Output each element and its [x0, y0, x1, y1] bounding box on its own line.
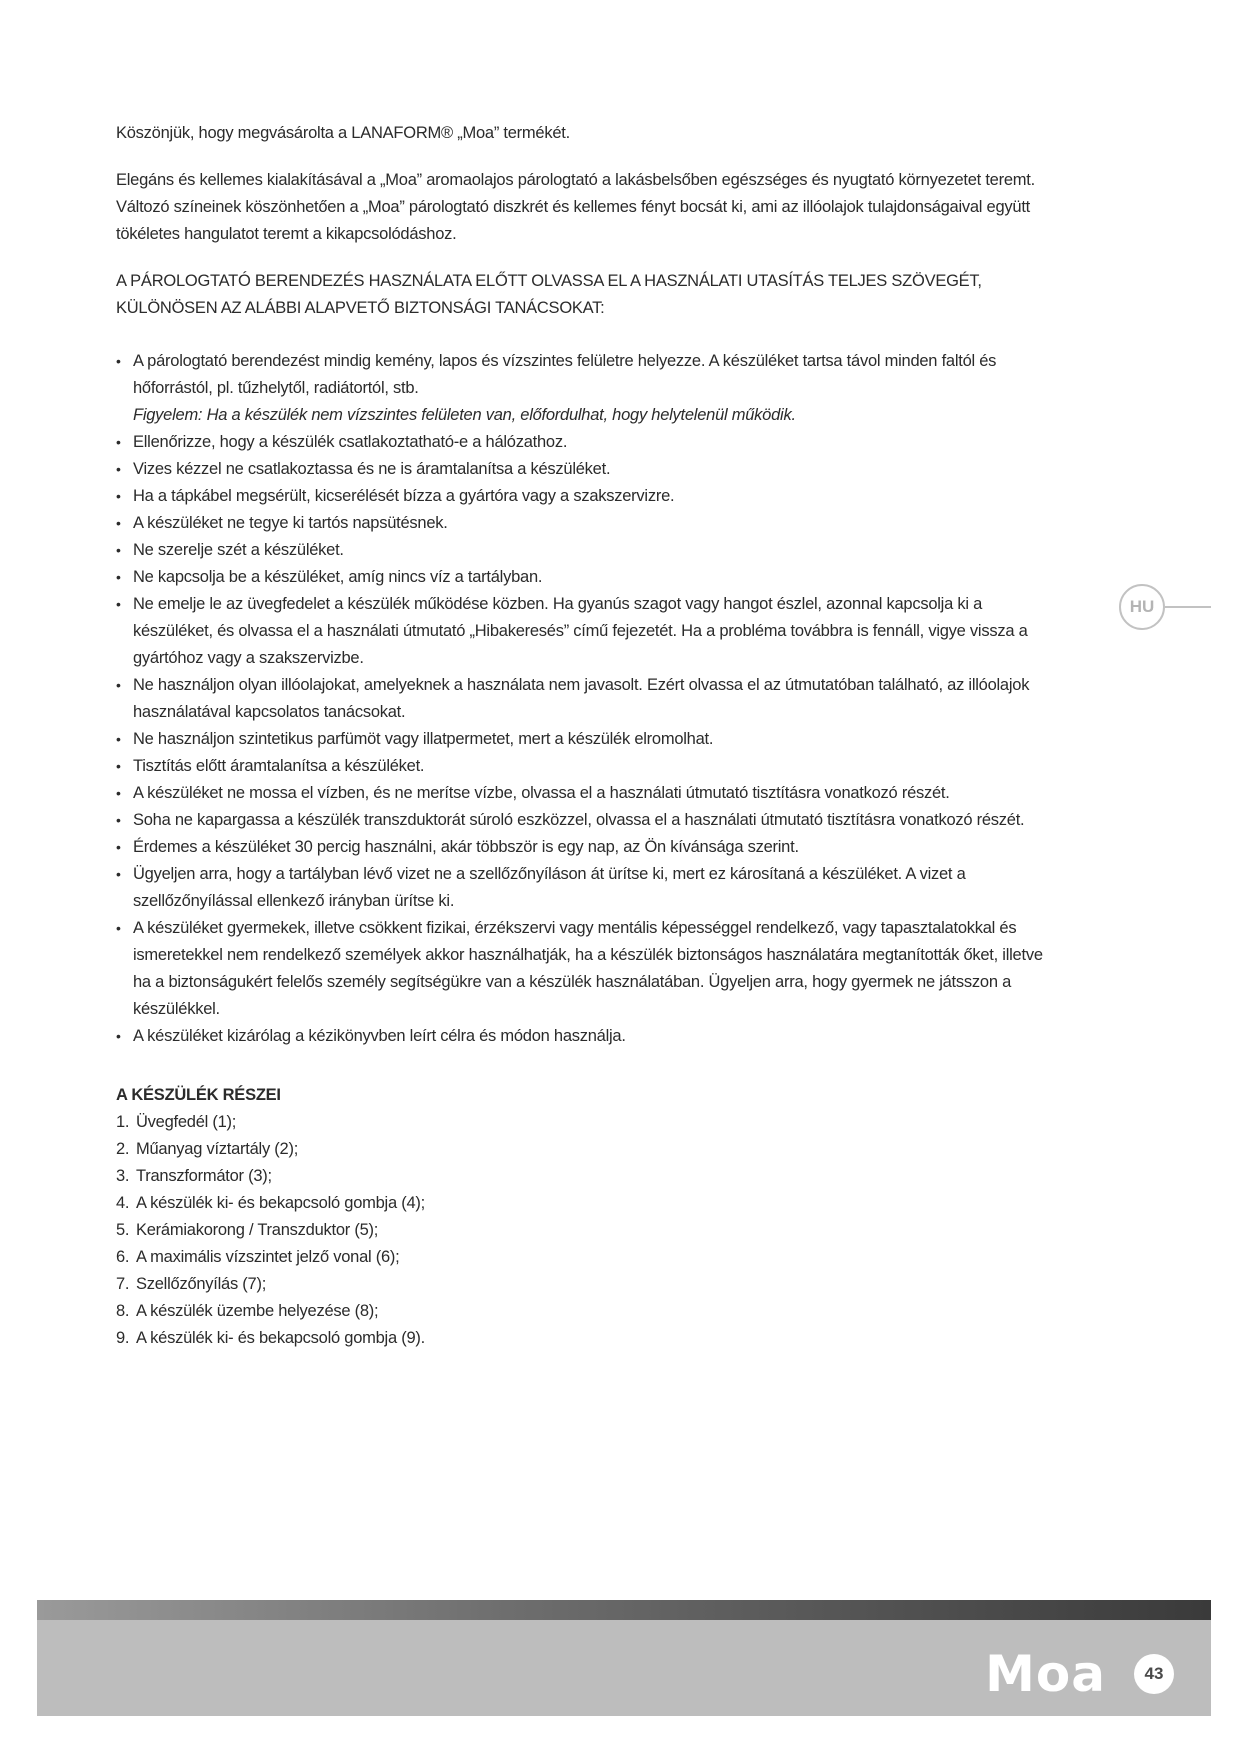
- safety-item: • Ne emelje le az üvegfedelet a készülék működése közben. Ha gyanús szagot vagy hangot észlel, azonnal kapcsolja ki a készüléket, és olvassa el a használati útmutató „Hibakeresés” című fejezetét. Ha a probléma továbbra is fennáll, vigye vissza a gyártóhoz vagy a szakszervizbe.: [116, 591, 1061, 672]
- footer-gradient-bar: [37, 1600, 1211, 1620]
- part-item: 5. Kerámiakorong / Transzduktor (5);: [116, 1221, 379, 1239]
- safety-item: • A készüléket ne mossa el vízben, és ne merítse vízbe, olvassa el a használati útmutató tisztításra vonatkozó részét.: [116, 780, 1061, 807]
- part-item: 2. Műanyag víztartály (2);: [116, 1140, 299, 1158]
- safety-item: • Ne használjon szintetikus parfümöt vagy illatpermetet, mert a készülék elromolhat.: [116, 726, 1061, 753]
- safety-item: • Érdemes a készüléket 30 percig használni, akár többször is egy nap, az Ön kívánsága szerint.: [116, 834, 1061, 861]
- part-item: 7. Szellőzőnyílás (7);: [116, 1275, 267, 1293]
- page-number: 43: [1134, 1654, 1174, 1694]
- safety-item: • A párologtató berendezést mindig kemény, lapos és vízszintes felületre helyezze. A készüléket tartsa távol minden faltól és hőforrástól, pl. tűzhelytől, radiátortól, stb. Figyelem: Ha a készülék nem vízszintes felületen van, előfordulhat, hogy helytelenül működik.: [116, 348, 1061, 429]
- safety-note: Figyelem: Ha a készülék nem vízszintes felületen van, előfordulhat, hogy helytelenül működik.: [133, 406, 796, 424]
- part-item: 8. A készülék üzembe helyezése (8);: [116, 1302, 379, 1320]
- footer-band: [37, 1620, 1211, 1716]
- brand-logo: Moa: [985, 1645, 1106, 1703]
- product-description: Elegáns és kellemes kialakításával a „Moa” aromaolajos párologtató a lakásbelsőben egészséges és nyugtató környezetet teremt. Változó színeinek köszönhetően a „Moa” párologtató diszkrét és kellemes fényt bocsát ki, ami az illóolajok tulajdonságaival együtt tökéletes hangulatot teremt a kikapcsolódáshoz.: [116, 171, 1035, 243]
- part-item: 9. A készülék ki- és bekapcsoló gombja (9).: [116, 1329, 425, 1347]
- part-item: 3. Transzformátor (3);: [116, 1167, 272, 1185]
- safety-item: • Ha a tápkábel megsérült, kicserélését bízza a gyártóra vagy a szakszervizre.: [116, 483, 1061, 510]
- safety-list: [116, 348, 1061, 1050]
- part-item: 4. A készülék ki- és bekapcsoló gombja (4);: [116, 1194, 425, 1212]
- safety-item: • Ne használjon olyan illóolajokat, amelyeknek a használata nem javasolt. Ezért olvassa el az útmutatóban található, az illóolajok használatával kapcsolatos tanácsokat.: [116, 672, 1061, 726]
- parts-heading: A KÉSZÜLÉK RÉSZEI: [116, 1086, 281, 1104]
- language-tab-line: [1165, 606, 1211, 608]
- safety-item: • Ne kapcsolja be a készüléket, amíg nincs víz a tartályban.: [116, 564, 1061, 591]
- part-item: 6. A maximális vízszintet jelző vonal (6);: [116, 1248, 400, 1266]
- safety-item: • Ellenőrizze, hogy a készülék csatlakoztatható-e a hálózathoz.: [116, 429, 1061, 456]
- intro-text: Köszönjük, hogy megvásárolta a LANAFORM® „Moa” termékét.: [116, 124, 570, 142]
- manual-page-content: [116, 120, 1061, 1352]
- part-item: 1. Üvegfedél (1);: [116, 1113, 237, 1131]
- safety-item: • A készüléket kizárólag a kézikönyvben leírt célra és módon használja.: [116, 1023, 1061, 1050]
- safety-item: • A készüléket gyermekek, illetve csökkent fizikai, érzékszervi vagy mentális képességgel rendelkező, vagy tapasztalatokkal és ismeretekkel nem rendelkező személyek akkor használhatják, ha a készülék biztonságos használatára megtanították őket, illetve ha a biztonságukért felelős személy segítségükre van a készülék használatában. Ügyeljen arra, hogy gyermek ne játsszon a készülékkel.: [116, 915, 1061, 1023]
- safety-item: • A készüléket ne tegye ki tartós napsütésnek.: [116, 510, 1061, 537]
- safety-item: • Ügyeljen arra, hogy a tartályban lévő vizet ne a szellőzőnyíláson át ürítse ki, mert ez károsítaná a készüléket. A vizet a szellőzőnyílással ellenkező irányban ürítse ki.: [116, 861, 1061, 915]
- safety-item: • Ne szerelje szét a készüléket.: [116, 537, 1061, 564]
- parts-list: [116, 1109, 1061, 1352]
- safety-warning-heading: A PÁROLOGTATÓ BERENDEZÉS HASZNÁLATA ELŐTT OLVASSA EL A HASZNÁLATI UTASÍTÁS TELJES SZÖVEGÉT, KÜLÖNÖSEN AZ ALÁBBI ALAPVETŐ BIZTONSÁGI TANÁCSOKAT:: [116, 272, 982, 317]
- safety-item: • Tisztítás előtt áramtalanítsa a készüléket.: [116, 753, 1061, 780]
- language-tab: HU: [1119, 584, 1165, 630]
- safety-item: • Soha ne kapargassa a készülék transzduktorát súroló eszközzel, olvassa el a használati útmutató tisztításra vonatkozó részét.: [116, 807, 1061, 834]
- safety-item: • Vizes kézzel ne csatlakoztassa és ne is áramtalanítsa a készüléket.: [116, 456, 1061, 483]
